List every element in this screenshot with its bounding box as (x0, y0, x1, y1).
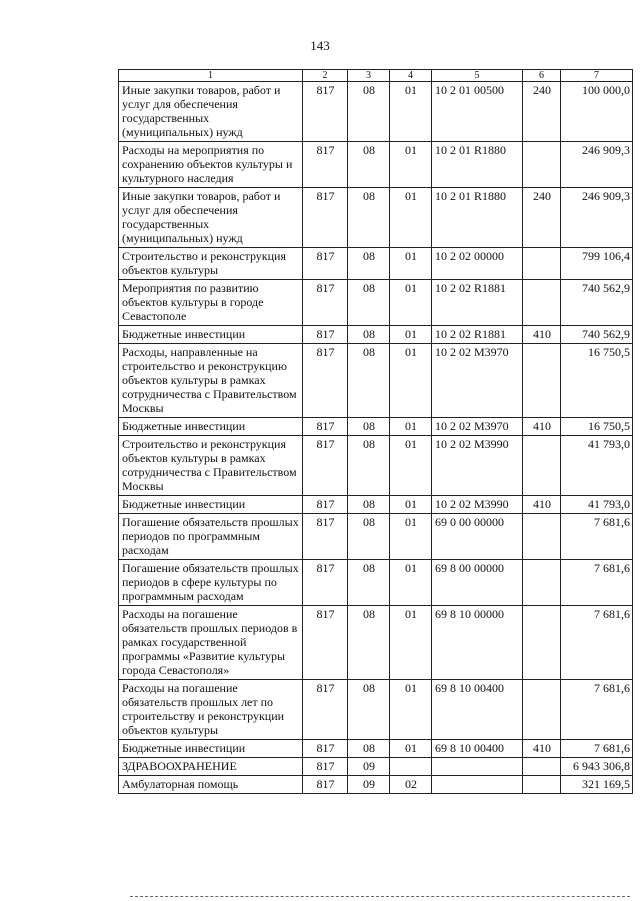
bottom-divider (130, 896, 630, 897)
row-section-cell: 08 (348, 560, 390, 606)
row-subsection-cell: 01 (390, 248, 432, 280)
table-row (119, 248, 633, 280)
row-subsection-cell: 01 (390, 326, 432, 344)
row-subsection-cell: 01 (390, 142, 432, 188)
row-ministry-cell: 817 (303, 496, 348, 514)
row-section-cell: 08 (348, 418, 390, 436)
table-row (119, 188, 633, 248)
row-amount-cell: 16 750,5 (561, 344, 633, 418)
row-target-code-cell (432, 758, 523, 776)
row-target-code-cell: 10 2 02 R1881 (432, 326, 523, 344)
row-section-cell: 08 (348, 514, 390, 560)
budget-table (118, 69, 633, 794)
row-amount-cell: 100 000,0 (561, 82, 633, 142)
row-ministry-cell: 817 (303, 758, 348, 776)
row-expense-type-cell: 410 (523, 740, 561, 758)
row-amount-cell: 7 681,6 (561, 560, 633, 606)
row-name-cell: Иные закупки товаров, работ и услуг для обеспечения государственных (муниципальных) нужд (119, 188, 303, 248)
row-section-cell: 08 (348, 82, 390, 142)
row-target-code-cell: 69 8 10 00400 (432, 680, 523, 740)
row-section-cell: 08 (348, 326, 390, 344)
row-target-code-cell: 69 0 00 00000 (432, 514, 523, 560)
row-amount-cell: 321 169,5 (561, 776, 633, 794)
row-target-code-cell: 10 2 01 00500 (432, 82, 523, 142)
table-row (119, 326, 633, 344)
table-row (119, 606, 633, 680)
row-name-cell: Бюджетные инвестиции (119, 496, 303, 514)
row-subsection-cell: 01 (390, 188, 432, 248)
row-amount-cell: 16 750,5 (561, 418, 633, 436)
row-expense-type-cell: 240 (523, 188, 561, 248)
row-name-cell: Расходы на мероприятия по сохранению объектов культуры и культурного наследия (119, 142, 303, 188)
row-section-cell: 08 (348, 248, 390, 280)
row-section-cell: 08 (348, 740, 390, 758)
header-col-7: 7 (561, 70, 633, 82)
row-target-code-cell: 69 8 10 00400 (432, 740, 523, 758)
header-col-1: 1 (119, 70, 303, 82)
row-name-cell: Строительство и реконструкция объектов культуры в рамках сотрудничества с Правительством Москвы (119, 436, 303, 496)
row-subsection-cell: 02 (390, 776, 432, 794)
row-target-code-cell: 10 2 01 R1880 (432, 188, 523, 248)
row-target-code-cell: 10 2 02 M3970 (432, 344, 523, 418)
row-expense-type-cell: 410 (523, 326, 561, 344)
row-expense-type-cell: 240 (523, 82, 561, 142)
row-subsection-cell (390, 758, 432, 776)
row-expense-type-cell (523, 436, 561, 496)
row-name-cell: Амбулаторная помощь (119, 776, 303, 794)
row-expense-type-cell (523, 560, 561, 606)
row-subsection-cell: 01 (390, 418, 432, 436)
row-target-code-cell: 69 8 10 00000 (432, 606, 523, 680)
row-section-cell: 09 (348, 758, 390, 776)
row-target-code-cell: 69 8 00 00000 (432, 560, 523, 606)
row-ministry-cell: 817 (303, 514, 348, 560)
row-target-code-cell: 10 2 02 M3990 (432, 436, 523, 496)
row-name-cell: Погашение обязательств прошлых периодов в сфере культуры по программным расходам (119, 560, 303, 606)
row-amount-cell: 6 943 306,8 (561, 758, 633, 776)
header-col-4: 4 (390, 70, 432, 82)
row-amount-cell: 7 681,6 (561, 514, 633, 560)
row-name-cell: Иные закупки товаров, работ и услуг для обеспечения государственных (муниципальных) нужд (119, 82, 303, 142)
row-amount-cell: 7 681,6 (561, 606, 633, 680)
row-expense-type-cell (523, 280, 561, 326)
row-ministry-cell: 817 (303, 418, 348, 436)
row-expense-type-cell (523, 514, 561, 560)
row-expense-type-cell (523, 344, 561, 418)
row-ministry-cell: 817 (303, 606, 348, 680)
row-ministry-cell: 817 (303, 142, 348, 188)
row-subsection-cell: 01 (390, 680, 432, 740)
row-subsection-cell: 01 (390, 344, 432, 418)
row-amount-cell: 740 562,9 (561, 326, 633, 344)
row-target-code-cell: 10 2 02 R1881 (432, 280, 523, 326)
row-name-cell: Расходы на погашение обязательств прошлых периодов в рамках государственной программы «Развитие культуры города Севастополя» (119, 606, 303, 680)
table-row (119, 142, 633, 188)
row-expense-type-cell (523, 776, 561, 794)
page-number: 143 (310, 38, 330, 53)
table-row (119, 418, 633, 436)
row-subsection-cell: 01 (390, 436, 432, 496)
row-amount-cell: 41 793,0 (561, 496, 633, 514)
row-amount-cell: 7 681,6 (561, 680, 633, 740)
row-name-cell: Расходы на погашение обязательств прошлых лет по строительству и реконструкции объектов культуры (119, 680, 303, 740)
row-expense-type-cell (523, 142, 561, 188)
table-row (119, 560, 633, 606)
row-section-cell: 09 (348, 776, 390, 794)
row-amount-cell: 41 793,0 (561, 436, 633, 496)
row-name-cell: Бюджетные инвестиции (119, 326, 303, 344)
row-expense-type-cell (523, 606, 561, 680)
row-amount-cell: 246 909,3 (561, 142, 633, 188)
row-section-cell: 08 (348, 680, 390, 740)
table-row (119, 776, 633, 794)
row-subsection-cell: 01 (390, 606, 432, 680)
row-name-cell: Бюджетные инвестиции (119, 740, 303, 758)
row-ministry-cell: 817 (303, 776, 348, 794)
row-section-cell: 08 (348, 344, 390, 418)
table-row (119, 514, 633, 560)
table-row (119, 740, 633, 758)
row-subsection-cell: 01 (390, 496, 432, 514)
row-subsection-cell: 01 (390, 740, 432, 758)
row-section-cell: 08 (348, 142, 390, 188)
row-name-cell: Погашение обязательств прошлых периодов по программным расходам (119, 514, 303, 560)
row-subsection-cell: 01 (390, 82, 432, 142)
row-section-cell: 08 (348, 280, 390, 326)
header-col-6: 6 (523, 70, 561, 82)
row-ministry-cell: 817 (303, 248, 348, 280)
row-amount-cell: 7 681,6 (561, 740, 633, 758)
row-section-cell: 08 (348, 188, 390, 248)
row-expense-type-cell: 410 (523, 418, 561, 436)
row-ministry-cell: 817 (303, 344, 348, 418)
row-amount-cell: 799 106,4 (561, 248, 633, 280)
row-name-cell: Строительство и реконструкция объектов культуры (119, 248, 303, 280)
table-row (119, 436, 633, 496)
row-name-cell: ЗДРАВООХРАНЕНИЕ (119, 758, 303, 776)
header-col-2: 2 (303, 70, 348, 82)
row-target-code-cell: 10 2 02 M3970 (432, 418, 523, 436)
row-amount-cell: 246 909,3 (561, 188, 633, 248)
table-row (119, 680, 633, 740)
row-target-code-cell: 10 2 02 00000 (432, 248, 523, 280)
row-ministry-cell: 817 (303, 680, 348, 740)
row-ministry-cell: 817 (303, 82, 348, 142)
row-ministry-cell: 817 (303, 436, 348, 496)
row-section-cell: 08 (348, 606, 390, 680)
table-header-row (119, 70, 633, 82)
row-name-cell: Расходы, направленные на строительство и реконструкцию объектов культуры в рамках сотрудничества с Правительством Москвы (119, 344, 303, 418)
table-row (119, 758, 633, 776)
row-section-cell: 08 (348, 436, 390, 496)
row-ministry-cell: 817 (303, 560, 348, 606)
row-subsection-cell: 01 (390, 280, 432, 326)
table-row (119, 496, 633, 514)
row-ministry-cell: 817 (303, 280, 348, 326)
row-section-cell: 08 (348, 496, 390, 514)
row-target-code-cell: 10 2 02 M3990 (432, 496, 523, 514)
table-row (119, 82, 633, 142)
header-col-3: 3 (348, 70, 390, 82)
row-amount-cell: 740 562,9 (561, 280, 633, 326)
row-name-cell: Бюджетные инвестиции (119, 418, 303, 436)
row-name-cell: Мероприятия по развитию объектов культуры в городе Севастополе (119, 280, 303, 326)
row-subsection-cell: 01 (390, 514, 432, 560)
row-ministry-cell: 817 (303, 326, 348, 344)
table-row (119, 344, 633, 418)
table-row (119, 280, 633, 326)
table-body (119, 82, 633, 794)
row-target-code-cell (432, 776, 523, 794)
row-expense-type-cell (523, 248, 561, 280)
row-subsection-cell: 01 (390, 560, 432, 606)
row-ministry-cell: 817 (303, 740, 348, 758)
row-expense-type-cell (523, 680, 561, 740)
header-col-5: 5 (432, 70, 523, 82)
row-target-code-cell: 10 2 01 R1880 (432, 142, 523, 188)
row-expense-type-cell: 410 (523, 496, 561, 514)
row-expense-type-cell (523, 758, 561, 776)
row-ministry-cell: 817 (303, 188, 348, 248)
